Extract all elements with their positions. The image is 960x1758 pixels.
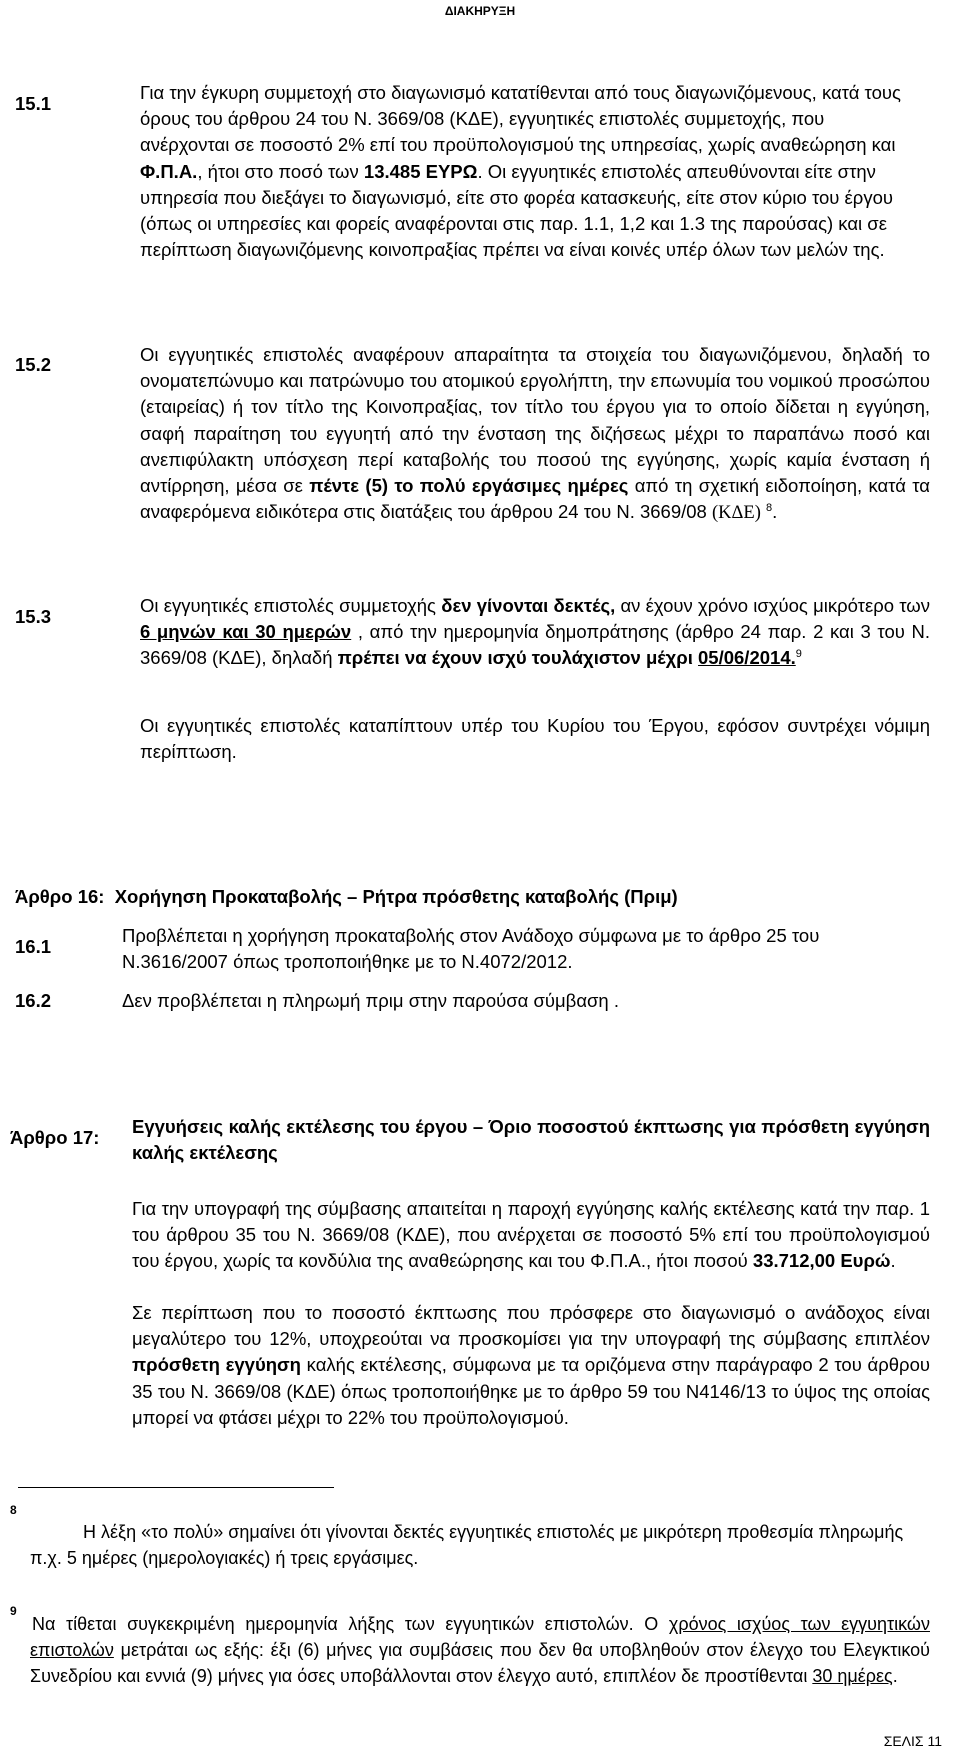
footnote-separator [18,1487,334,1488]
article-17-title: Εγγυήσεις καλής εκτέλεσης του έργου – Όριο ποσοστού έκπτωσης για πρόσθετη εγγύηση καλής εκτέλεσης [132,1116,930,1164]
paragraph-17-1: Για την υπογραφή της σύμβασης απαιτείται η παροχή εγγύησης καλής εκτέλεσης κατά την παρ. 1 του άρθρου 35 του Ν. 3669/08 (ΚΔΕ), που ανέρχεται σε ποσοστό 5% επί του προϋπολογισμού του έργου, χωρίς τα κονδύλια της αναθεώρησης και του Φ.Π.Α., ήτοι ποσού 33.712,00 Ευρώ. [132,1198,930,1272]
footnote-8-number: 8 [10,1503,17,1517]
paragraph-16-2: Δεν προβλέπεται η πληρωμή πριμ στην παρούσα σύμβαση . [122,990,619,1011]
section-number-16-1: 16.1 [15,936,52,957]
footnote-ref-8[interactable]: 8 [766,502,773,515]
section-number-16-2: 16.2 [15,990,52,1011]
article-17-label: Άρθρο 17: [10,1127,100,1148]
paragraph-15-3-continued: Οι εγγυητικές επιστολές καταπίπτουν υπέρ του Κυρίου του Έργου, εφόσον συντρέχει νόμιμη περίπτωση. [140,715,930,763]
paragraph-16-1: Προβλέπεται η χορήγηση προκαταβολής στον Ανάδοχο σύμφωνα με το άρθρο 25 του Ν.3616/2007 όπως τροποποιήθηκε με το Ν.4072/2012. [122,925,820,973]
footnote-8-text: Η λέξη «το πολύ» σημαίνει ότι γίνονται δεκτές εγγυητικές επιστολές με μικρότερη προθεσμία πληρωμής π.χ. 5 ημέρες (ημερολογιακές) ή τρεις εργάσιμες. [30,1522,904,1569]
paragraph-15-2: Οι εγγυητικές επιστολές αναφέρουν απαραίτητα τα στοιχεία του διαγωνιζόμενου, δηλαδή το ονοματεπώνυμο και πατρώνυμο του ατομικού εργολήπτη, την επωνυμία του νομικού προσώπου (εταιρείας) ή τον τίτλο της Κοινοπραξίας, τον τίτλο του έργου για το οποίο δίδεται η εγγύηση, σαφή παραίτηση του εγγυητή από την ένσταση της διζήσεως μέχρι το παραπάνω ποσό και ανεπιφύλακτη υπόσχεση περί καταβολής του ποσού της εγγύησης, χωρίς καμία ένσταση ή αντίρρηση, μέσα σε πέντε (5) το πολύ εργάσιμες ημέρες από τη σχετική ειδοποίηση, κατά τα αναφερόμενα ειδικότερα στις διατάξεις του άρθρου 24 του Ν. 3669/08 (ΚΔΕ) $^8$. [140,344,930,524]
document-header: ΔΙΑΚΗΡΥΞΗ [444,4,516,18]
footnote-ref-9[interactable]: 9 [795,648,802,661]
section-number-15-1: 15.1 [15,93,52,114]
section-number-15-3: 15.3 [15,606,52,627]
article-16-heading: Άρθρο 16: Χορήγηση Προκαταβολής – Ρήτρα πρόσθετης καταβολής (Πριμ) [15,886,678,907]
paragraph-15-1: Για την έγκυρη συμμετοχή στο διαγωνισμό κατατίθενται από τους διαγωνιζόμενους, κατά τους όρους του άρθρου 24 του Ν. 3669/08 (ΚΔΕ), εγγυητικές επιστολές συμμετοχής, που ανέρχονται σε ποσοστό 2% επί του προϋπολογισμού της υπηρεσίας, χωρίς αναθεώρηση και Φ.Π.Α., ήτοι στο ποσό των 13.485 ΕΥΡΩ. Οι εγγυητικές επιστολές απευθύνονται είτε στην υπηρεσία που διεξάγει το διαγωνισμό, είτε στο φορέα κατασκευής, είτε στον κύριο του έργου (όπως οι υπηρεσίες και φορείς αναφέρονται στις παρ. 1.1, 1,2 και 1.3 της παρούσας) και σε περίπτωση διαγωνιζόμενης κοινοπραξίας πρέπει να είναι κοινές υπέρ όλων των μελών της. [140,82,901,261]
paragraph-17-2: Σε περίπτωση που το ποσοστό έκπτωσης που πρόσφερε στο διαγωνισμό ο ανάδοχος είναι μεγαλύτερο του 12%, υποχρεούται να προσκομίσει για την υπογραφή της σύμβασης επιπλέον πρόσθετη εγγύηση καλής εκτέλεσης, σύμφωνα με τα οριζόμενα στην παράγραφο 2 του άρθρου 35 του Ν. 3669/08 (ΚΔΕ) όπως τροποποιήθηκε με το άρθρο 59 του Ν4146/13 το ύψος της οποίας μπορεί να φτάσει μέχρι το 22% του προϋπολογισμού. [132,1302,930,1428]
paragraph-15-3: Οι εγγυητικές επιστολές συμμετοχής δεν γίνονται δεκτές, αν έχουν χρόνο ισχύος μικρότερο των 6 μηνών και 30 ημερών , από την ημερομηνία δημοπράτησης (άρθρο 24 παρ. 2 και 3 του Ν. 3669/08 (ΚΔΕ), δηλαδή πρέπει να έχουν ισχύ τουλάχιστον μέχρι 05/06/2014.$^9$ [140,595,930,669]
section-number-15-2: 15.2 [15,354,52,375]
footnote-9-number: 9 [10,1604,17,1618]
page-number: ΣΕΛΙΣ 11 [883,1733,942,1749]
footnote-9-text: Να τίθεται συγκεκριμένη ημερομηνία λήξης των εγγυητικών επιστολών. Ο χρόνος ισχύος των εγγυητικών επιστολών μετράται ως εξής: έξι (6) μήνες για συμβάσεις που δεν θα υποβληθούν στον έλεγχο του Ελεγκτικού Συνεδρίου και εννιά (9) μήνες για όσες υποβάλλονται στον έλεγχο αυτό, επιπλέον δε προστίθενται 30 ημέρες. [30,1614,930,1687]
